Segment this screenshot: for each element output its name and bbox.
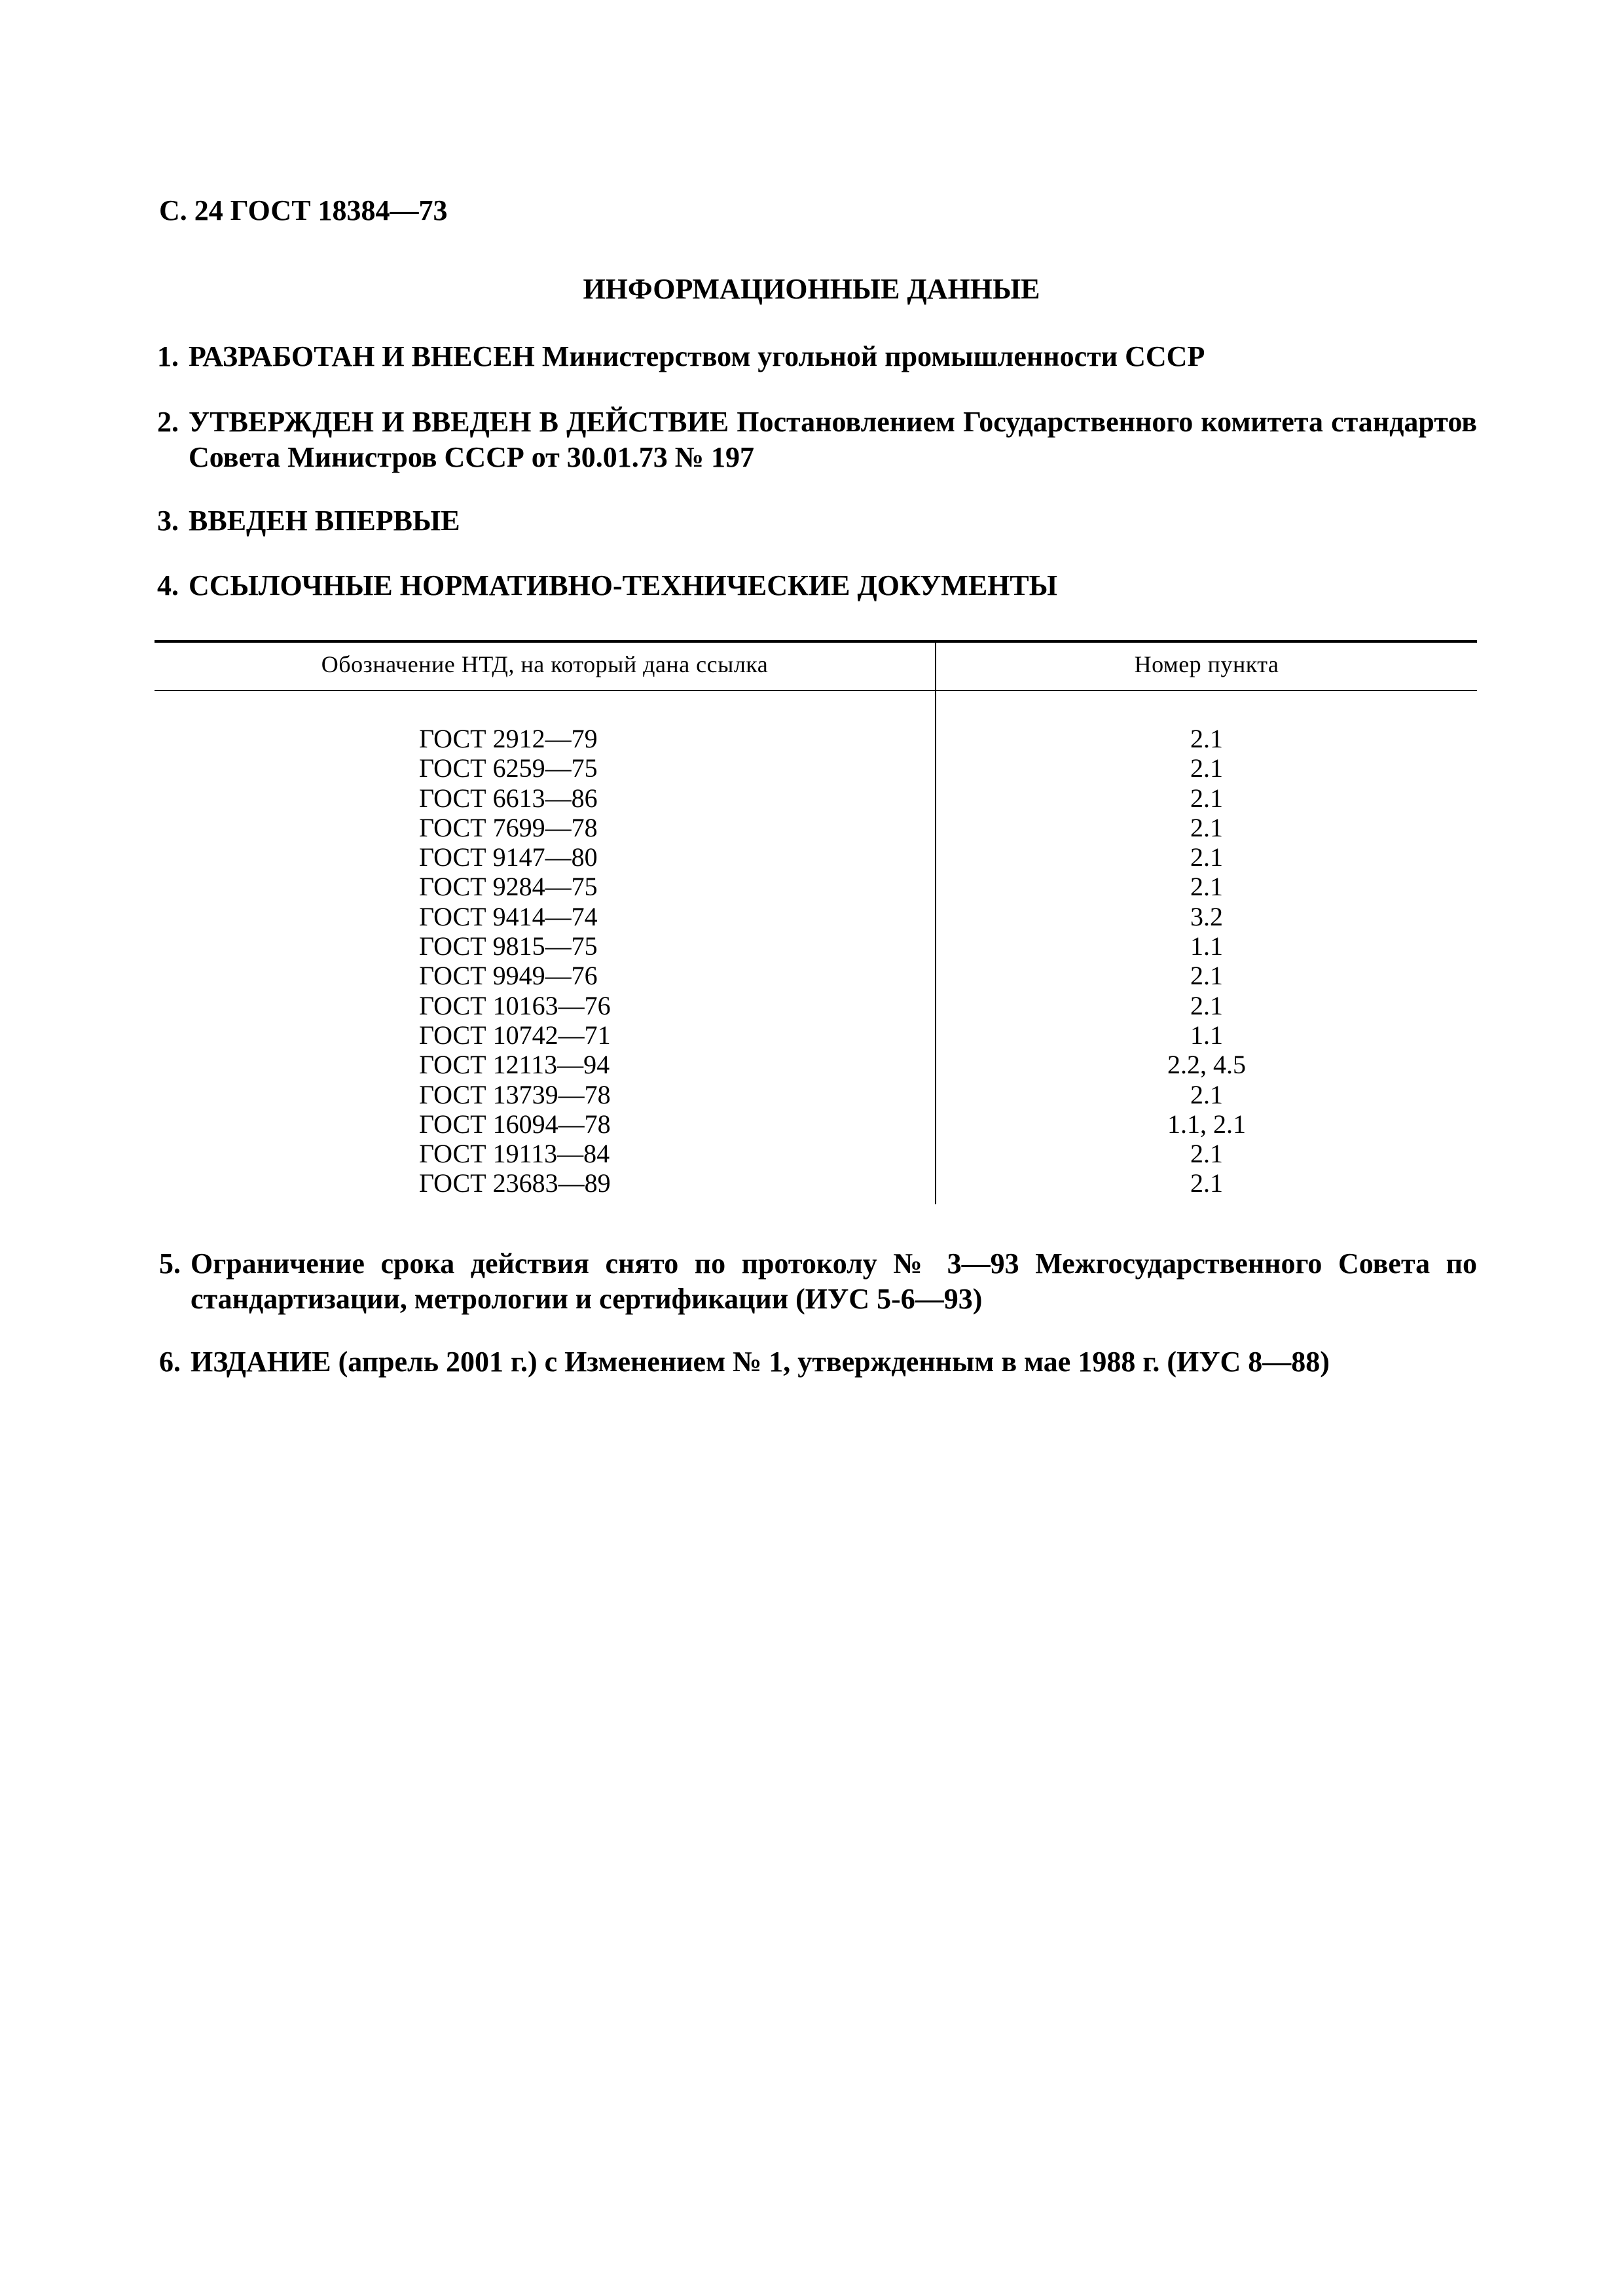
ntd-cell: ГОСТ 13739—78 bbox=[419, 1079, 611, 1109]
table-row bbox=[155, 1139, 1477, 1168]
ntd-cell: ГОСТ 9815—75 bbox=[419, 931, 598, 961]
ntd-cell: ГОСТ 19113—84 bbox=[419, 1139, 610, 1169]
table-row bbox=[155, 1168, 1477, 1198]
ntd-cell: ГОСТ 9414—74 bbox=[419, 901, 598, 931]
ntd-cell: ГОСТ 9284—75 bbox=[419, 872, 598, 902]
table-header-ntd: Обозначение НТД, на который дана ссылка bbox=[321, 651, 769, 677]
ntd-cell: ГОСТ 12113—94 bbox=[419, 1050, 610, 1080]
info-item-2 bbox=[157, 404, 1477, 475]
info-item-5 bbox=[159, 1246, 1477, 1317]
info-item-4 bbox=[157, 568, 1477, 603]
ntd-cell: ГОСТ 16094—78 bbox=[419, 1109, 611, 1139]
item-text: УТВЕРЖДЕН И ВВЕДЕН В ДЕЙСТВИЕ Постановлением Государственного комитета стандартов Совета Министров СССР от 30.01.73 № 197 bbox=[189, 406, 1477, 473]
clause-cell: 2.1 bbox=[1190, 724, 1223, 753]
clause-cell: 2.1 bbox=[1190, 842, 1223, 872]
clause-cell: 2.1 bbox=[1190, 1079, 1223, 1109]
item-number: 4. bbox=[157, 569, 179, 601]
table-row bbox=[155, 753, 1477, 783]
item-number: 5. bbox=[159, 1247, 181, 1280]
ntd-cell: ГОСТ 2912—79 bbox=[419, 724, 598, 753]
table-row bbox=[155, 724, 1477, 753]
clause-cell: 2.1 bbox=[1190, 812, 1223, 842]
table-row bbox=[155, 783, 1477, 813]
clause-cell: 1.1 bbox=[1190, 931, 1223, 961]
info-item-6 bbox=[159, 1344, 1477, 1380]
table-row bbox=[155, 872, 1477, 901]
clause-cell: 2.1 bbox=[1190, 1168, 1223, 1198]
ntd-cell: ГОСТ 6259—75 bbox=[419, 753, 598, 783]
clause-cell: 2.2, 4.5 bbox=[1167, 1050, 1246, 1080]
clause-cell: 2.1 bbox=[1190, 1139, 1223, 1169]
ntd-cell: ГОСТ 6613—86 bbox=[419, 783, 598, 813]
clause-cell: 1.1, 2.1 bbox=[1167, 1109, 1246, 1139]
clause-cell: 2.1 bbox=[1190, 753, 1223, 783]
table-row bbox=[155, 1080, 1477, 1109]
document-title: ИНФОРМАЦИОННЫЕ ДАННЫЕ bbox=[583, 273, 1040, 305]
table-row bbox=[155, 991, 1477, 1020]
item-text: Ограничение срока действия снято по протоколу № 3—93 Межгосударственного Совета по стандартизации, метрологии и сертификации (ИУС 5-6—93) bbox=[191, 1247, 1477, 1315]
item-number: 1. bbox=[157, 340, 179, 372]
item-number: 2. bbox=[157, 406, 179, 438]
clause-cell: 2.1 bbox=[1190, 990, 1223, 1020]
table-header-clause: Номер пункта bbox=[1134, 651, 1279, 677]
info-item-3 bbox=[157, 503, 1477, 539]
table-row bbox=[155, 842, 1477, 872]
table-row bbox=[155, 1050, 1477, 1079]
clause-cell: 2.1 bbox=[1190, 783, 1223, 813]
item-text: ИЗДАНИЕ (апрель 2001 г.) с Изменением № 1, утвержденным в мае 1988 г. (ИУС 8—88) bbox=[191, 1346, 1330, 1378]
table-row bbox=[155, 902, 1477, 931]
item-text: ССЫЛОЧНЫЕ НОРМАТИВНО-ТЕХНИЧЕСКИЕ ДОКУМЕНТЫ bbox=[189, 569, 1057, 601]
ntd-cell: ГОСТ 10742—71 bbox=[419, 1020, 611, 1050]
item-text: ВВЕДЕН ВПЕРВЫЕ bbox=[189, 505, 460, 537]
table-row bbox=[155, 931, 1477, 961]
ntd-cell: ГОСТ 10163—76 bbox=[419, 990, 611, 1020]
ntd-cell: ГОСТ 9949—76 bbox=[419, 961, 598, 991]
ntd-cell: ГОСТ 7699—78 bbox=[419, 812, 598, 842]
page-header: С. 24 ГОСТ 18384—73 bbox=[159, 194, 448, 226]
ntd-cell: ГОСТ 9147—80 bbox=[419, 842, 598, 872]
clause-cell: 2.1 bbox=[1190, 872, 1223, 902]
item-text: РАЗРАБОТАН И ВНЕСЕН Министерством угольной промышленности СССР bbox=[189, 340, 1205, 372]
info-item-1 bbox=[157, 339, 1477, 374]
table-row bbox=[155, 961, 1477, 990]
reference-table-body bbox=[155, 724, 1477, 1198]
table-row bbox=[155, 813, 1477, 842]
table-header-rule bbox=[155, 690, 1477, 691]
clause-cell: 3.2 bbox=[1190, 901, 1223, 931]
ntd-cell: ГОСТ 23683—89 bbox=[419, 1168, 611, 1198]
table-row bbox=[155, 1020, 1477, 1050]
item-number: 6. bbox=[159, 1346, 181, 1378]
table-row bbox=[155, 1109, 1477, 1139]
clause-cell: 2.1 bbox=[1190, 961, 1223, 991]
table-top-rule bbox=[155, 640, 1477, 643]
item-number: 3. bbox=[157, 505, 179, 537]
clause-cell: 1.1 bbox=[1190, 1020, 1223, 1050]
